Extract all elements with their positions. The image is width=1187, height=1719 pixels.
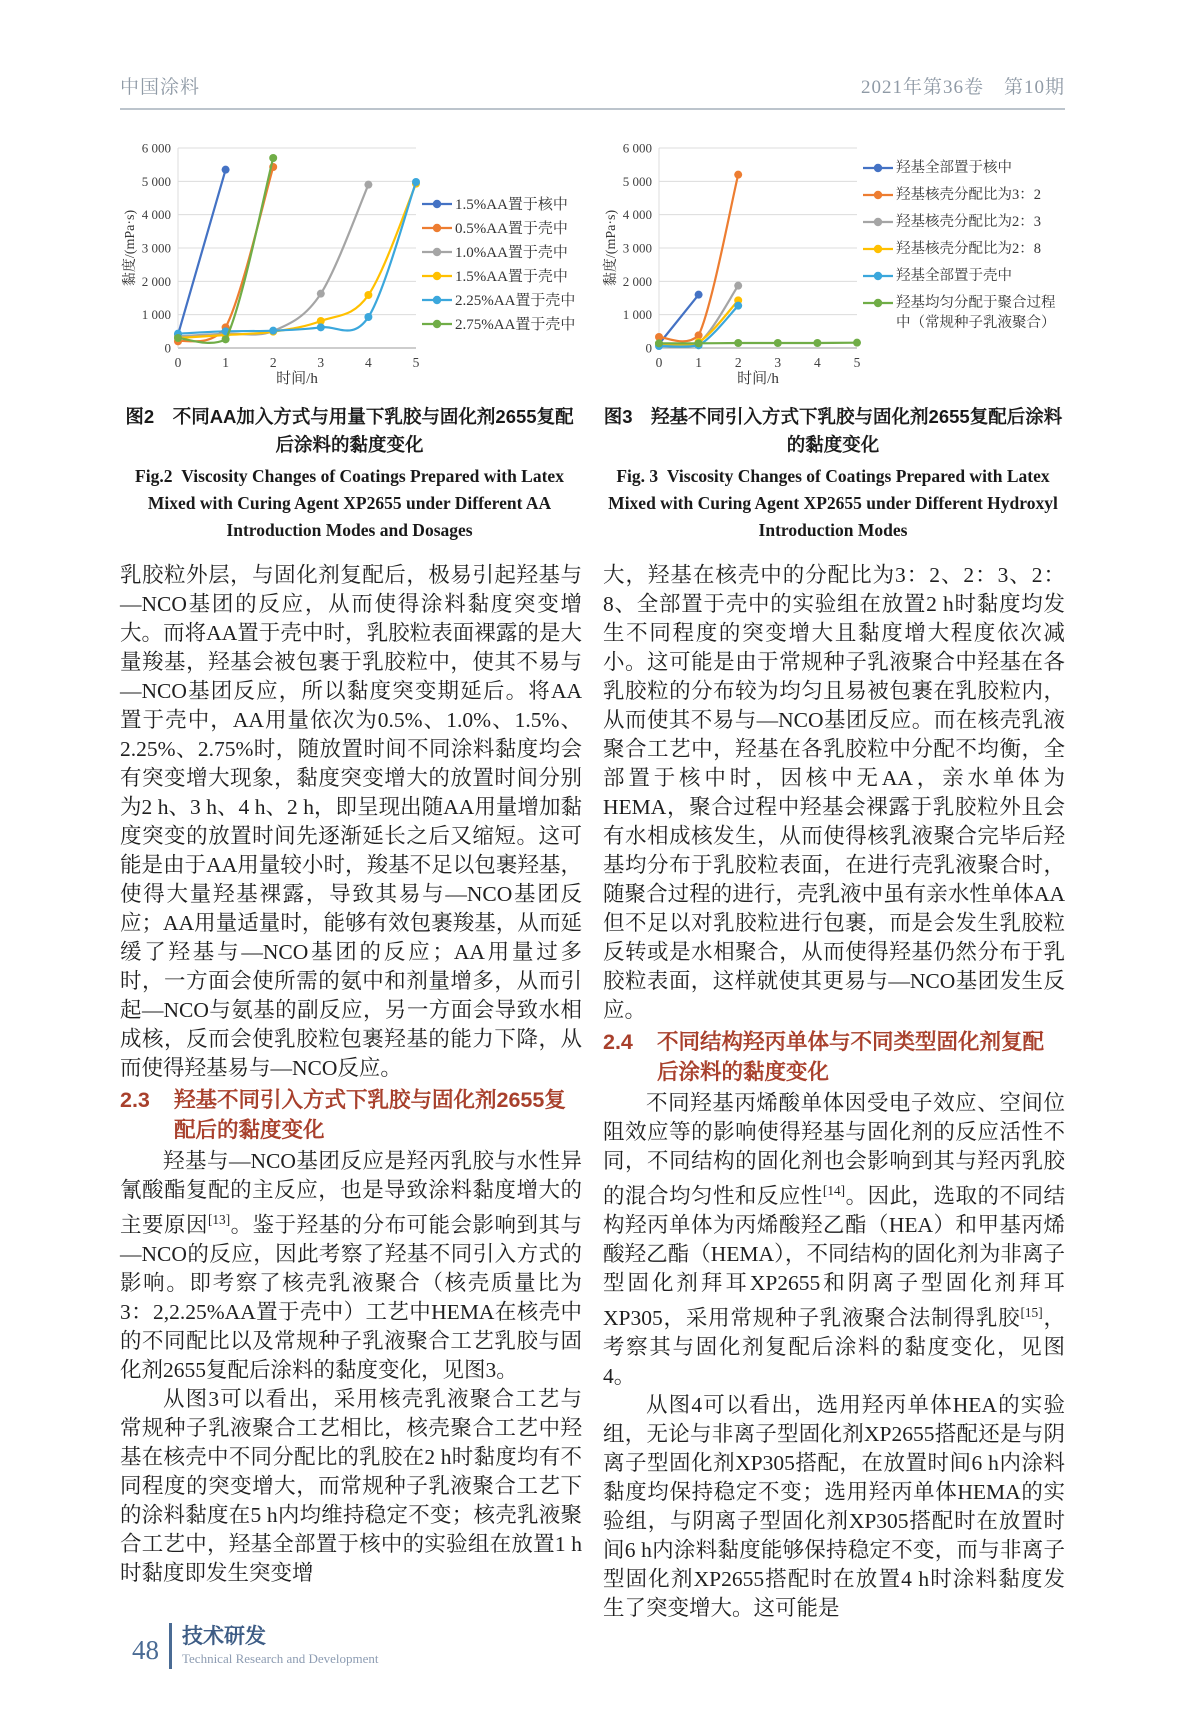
legend-label: 羟基全部置于核中 <box>896 159 1012 176</box>
svg-text:3 000: 3 000 <box>622 240 652 256</box>
svg-text:5 000: 5 000 <box>141 173 171 189</box>
legend-label: 羟基核壳分配比为2：8 <box>896 240 1041 257</box>
svg-text:时间/h: 时间/h <box>276 371 318 387</box>
legend-item <box>422 313 575 334</box>
legend-marker <box>863 243 893 255</box>
right-column <box>603 561 1065 1623</box>
svg-text:黏度/(mPa·s): 黏度/(mPa·s) <box>604 209 619 287</box>
svg-text:2: 2 <box>734 355 742 370</box>
svg-text:5: 5 <box>853 355 861 370</box>
svg-text:4: 4 <box>365 355 372 370</box>
svg-text:3: 3 <box>774 355 782 370</box>
section-title: 不同结构羟丙单体与不同类型固化剂复配后涂料的黏度变化 <box>657 1030 1045 1084</box>
svg-text:6 000: 6 000 <box>141 140 171 156</box>
journal-title: 中国涂料 <box>120 77 201 98</box>
figure2-caption-en: Fig.2 Viscosity Changes of Coatings Prepared with Latex Mixed with Curing Agent XP2655 under Different AA Introduction Modes and Dosages <box>135 466 564 540</box>
legend-item <box>863 266 1065 286</box>
legend-marker <box>422 318 452 330</box>
legend-item <box>863 239 1065 259</box>
figure-3 <box>601 134 1065 544</box>
issue-info: 2021年第36卷 第10期 <box>860 77 1065 98</box>
paragraph: 大，羟基在核壳中的分配比为3：2、2：3、2：8、全部置于壳中的实验组在放置2 h时黏度均发生不同程度的突变增大且黏度增大程度依次减小。这可能是由于常规种子乳液聚合中羟基在各乳胶粒的分布较为均匀且易被包裹在乳胶粒内，从而使其不易与—NCO基团反应。而在核壳乳液聚合工艺中，羟基在各乳胶粒中分配不均衡，全部置于核中时，因核中无AA，亲水单体为HEMA，聚合过程中羟基会裸露于乳胶粒外且会有水相成核发生，从而使得核乳液聚合完毕后羟基均分布于乳胶粒表面，在进行壳乳液聚合时，随聚合过程的进行，壳乳液中虽有亲水性单体AA但不足以对乳胶粒进行包裹，而是会发生乳胶粒反转或是水相聚合，从而使得羟基仍然分布于乳胶粒表面，这样就使其更易与—NCO基团发生反应。 <box>603 563 1065 1022</box>
legend-item <box>863 158 1065 178</box>
legend-label: 2.75%AA置于壳中 <box>455 317 576 333</box>
left-column <box>120 561 582 1623</box>
paragraph: 不同羟基丙烯酸单体因受电子效应、空间位阻效应等的影响使得羟基与固化剂的反应活性不同，不同结构的固化剂也会影响到其与羟丙乳胶的混合均匀性和反应性[14]。因此，选取的不同结构羟丙单体为丙烯酸羟乙酯（HEA）和甲基丙烯酸羟乙酯（HEMA），不同结构的固化剂为非离子型固化剂拜耳XP2655和阴离子型固化剂拜耳XP305，采用常规种子乳液聚合法制得乳胶[15]，考察其与固化剂复配后涂料的黏度变化，见图4。 <box>603 1091 1065 1389</box>
paragraph: 从图4可以看出，选用羟丙单体HEA的实验组，无论与非离子型固化剂XP2655搭配还是与阴离子型固化剂XP305搭配，在放置时间6 h内涂料黏度均保持稳定不变；选用羟丙单体HEMA的实验组，与阴离子型固化剂XP305搭配时在放置时间6 h内涂料黏度能够保持稳定不变，而与非离子型固化剂XP2655搭配时在放置4 h时涂料黏度发生了突变增大。这可能是 <box>603 1393 1065 1621</box>
svg-text:5: 5 <box>412 355 420 370</box>
svg-text:2 000: 2 000 <box>141 273 171 289</box>
legend-label: 羟基核壳分配比为3：2 <box>896 186 1041 203</box>
legend-item <box>863 185 1065 205</box>
svg-text:3: 3 <box>317 355 325 370</box>
legend-item <box>863 293 1065 333</box>
page-header <box>120 72 1065 110</box>
line-chart <box>601 134 863 388</box>
svg-text:3 000: 3 000 <box>141 240 171 256</box>
figures-row <box>120 134 1065 544</box>
section-number: 2.3 <box>120 1088 150 1112</box>
section-number: 2.4 <box>603 1030 633 1054</box>
legend-label: 0.5%AA置于壳中 <box>455 221 568 237</box>
svg-text:0: 0 <box>655 355 663 370</box>
legend-item <box>422 217 575 238</box>
legend-marker <box>422 246 452 258</box>
legend-item <box>422 265 575 286</box>
page-number: 48 <box>132 1634 159 1665</box>
figure3-legend <box>863 154 1065 336</box>
legend-label: 1.0%AA置于壳中 <box>455 245 568 261</box>
legend-marker <box>863 162 893 174</box>
svg-text:1 000: 1 000 <box>141 307 171 323</box>
svg-text:2 000: 2 000 <box>622 273 652 289</box>
legend-marker <box>863 270 893 282</box>
footer-section <box>182 1624 379 1668</box>
legend-label: 羟基均匀分配于聚合过程中（常规种子乳液聚合） <box>896 294 1056 331</box>
legend-marker <box>863 216 893 228</box>
svg-text:0: 0 <box>645 340 652 356</box>
legend-marker <box>422 222 452 234</box>
svg-text:5 000: 5 000 <box>622 173 652 189</box>
svg-text:4 000: 4 000 <box>141 207 171 223</box>
footer-section-en: Technical Research and Development <box>182 1651 379 1667</box>
legend-label: 1.5%AA置于壳中 <box>455 269 568 285</box>
figure-2 <box>120 134 579 544</box>
svg-text:6 000: 6 000 <box>622 140 652 156</box>
section-heading-2-4 <box>603 1028 1065 1087</box>
footer-divider <box>169 1623 172 1669</box>
svg-text:1: 1 <box>695 355 702 370</box>
svg-text:时间/h: 时间/h <box>737 371 779 387</box>
figure3-chart-area <box>601 134 1065 393</box>
svg-text:2: 2 <box>269 355 277 370</box>
svg-text:黏度/(mPa·s): 黏度/(mPa·s) <box>123 209 138 287</box>
figure3-caption-zh: 图3 羟基不同引入方式下乳胶与固化剂2655复配后涂料的黏度变化 <box>603 406 1063 455</box>
figure2-caption-zh: 图2 不同AA加入方式与用量下乳胶与固化剂2655复配后涂料的黏度变化 <box>125 406 574 455</box>
legend-label: 羟基核壳分配比为2：3 <box>896 213 1041 230</box>
footer-section-zh: 技术研发 <box>182 1625 266 1649</box>
paragraph: 羟基与—NCO基团反应是羟丙乳胶与水性异氰酸酯复配的主反应，也是导致涂料黏度增大的主要原因[13]。鉴于羟基的分布可能会影响到其与—NCO的反应，因此考察了羟基不同引入方式的影响。即考察了核壳乳液聚合（核壳质量比为3：2,2.25%AA置于壳中）工艺中HEMA在核壳中的不同配比以及常规种子乳液聚合工艺乳胶与固化剂2655复配后涂料的黏度变化，见图3。 <box>120 1149 582 1383</box>
legend-item <box>422 193 575 214</box>
section-title: 羟基不同引入方式下乳胶与固化剂2655复配后的黏度变化 <box>174 1088 566 1142</box>
body-columns <box>120 561 1065 1623</box>
figure3-caption-en: Fig. 3 Viscosity Changes of Coatings Prepared with Latex Mixed with Curing Agent XP2655 under Different Hydroxyl Introduction Modes <box>608 466 1058 540</box>
legend-marker <box>422 270 452 282</box>
legend-label: 2.25%AA置于壳中 <box>455 293 576 309</box>
line-chart <box>120 134 422 388</box>
figure2-legend <box>422 192 575 336</box>
svg-text:4 000: 4 000 <box>622 207 652 223</box>
svg-text:0: 0 <box>164 340 171 356</box>
svg-text:1: 1 <box>222 355 229 370</box>
svg-text:1 000: 1 000 <box>622 307 652 323</box>
legend-marker <box>422 198 452 210</box>
section-heading-2-3 <box>120 1086 582 1145</box>
legend-label: 1.5%AA置于核中 <box>455 197 568 213</box>
legend-marker <box>422 294 452 306</box>
page-footer <box>120 1623 1065 1719</box>
legend-marker <box>863 297 893 309</box>
paragraph: 从图3可以看出，采用核壳乳液聚合工艺与常规种子乳液聚合工艺相比，核壳聚合工艺中羟基在核壳中不同分配比的乳胶在2 h时黏度均有不同程度的突变增大，而常规种子乳液聚合工艺下的涂料黏度在5 h内均维持稳定不变；核壳乳液聚合工艺中，羟基全部置于核中的实验组在放置1 h时黏度即发生突变增 <box>120 1387 582 1586</box>
legend-item <box>422 241 575 262</box>
legend-label: 羟基全部置于壳中 <box>896 267 1012 284</box>
figure2-chart <box>120 134 422 393</box>
svg-text:0: 0 <box>174 355 182 370</box>
legend-item <box>863 212 1065 232</box>
legend-item <box>422 289 575 310</box>
figure2-chart-area <box>120 134 579 393</box>
svg-text:4: 4 <box>814 355 821 370</box>
legend-marker <box>863 189 893 201</box>
paragraph: 乳胶粒外层，与固化剂复配后，极易引起羟基与—NCO基团的反应，从而使得涂料黏度突变增大。而将AA置于壳中时，乳胶粒表面裸露的是大量羧基，羟基会被包裹于乳胶粒中，使其不易与—NCO基团反应，所以黏度突变期延后。将AA置于壳中，AA用量依次为0.5%、1.0%、1.5%、2.25%、2.75%时，随放置时间不同涂料黏度均会有突变增大现象，黏度突变增大的放置时间分别为2 h、3 h、4 h、2 h，即呈现出随AA用量增加黏度突变的放置时间先逐渐延长之后又缩短。这可能是由于AA用量较小时，羧基不足以包裹羟基，使得大量羟基裸露，导致其易与—NCO基团反应；AA用量适量时，能够有效包裹羧基，从而延缓了羟基与—NCO基团的反应；AA用量过多时，一方面会使所需的氨中和剂量增多，从而引起—NCO与氨基的副反应，另一方面会导致水相成核，反而会使乳胶粒包裹羟基的能力下降，从而使得羟基易与—NCO反应。 <box>120 563 582 1080</box>
figure3-chart <box>601 134 863 393</box>
